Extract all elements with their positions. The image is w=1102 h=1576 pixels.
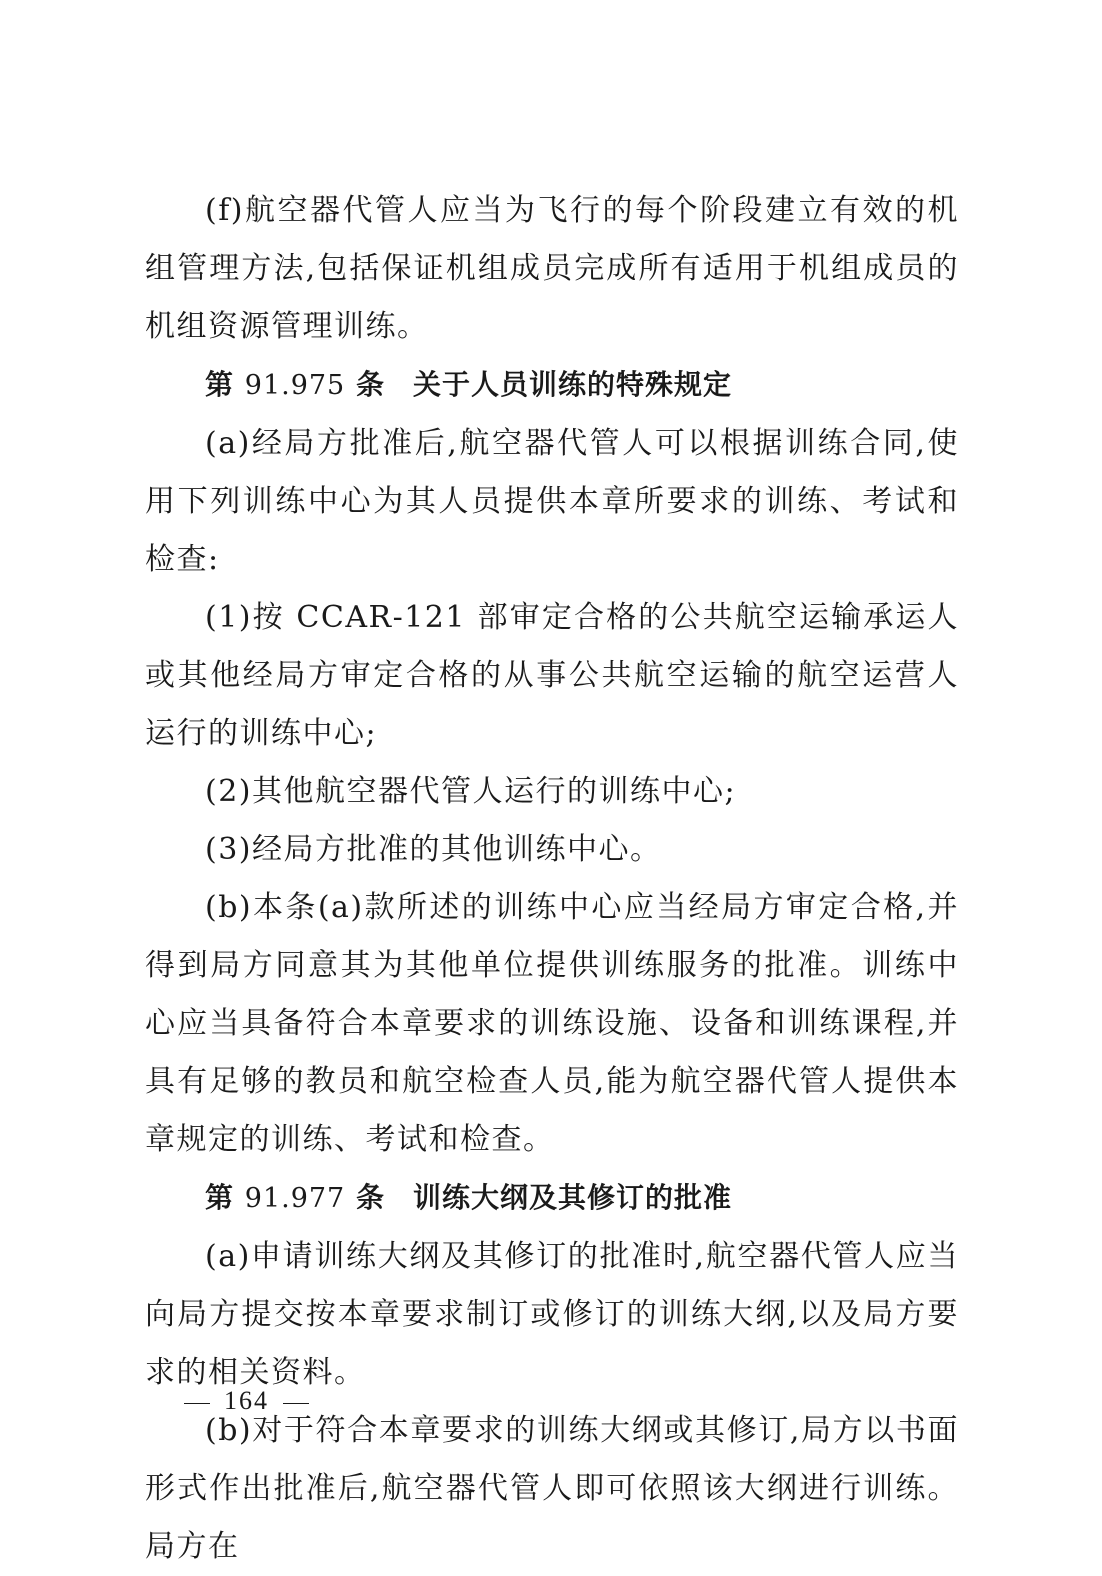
footer-dash-left bbox=[184, 1403, 210, 1404]
page-number: 164 bbox=[224, 1386, 269, 1415]
paragraph: (1)按 CCAR-121 部审定合格的公共航空运输承运人或其他经局方审定合格的从事公共航空运输的航空运营人运行的训练中心; bbox=[145, 600, 959, 751]
paragraph: (a)经局方批准后,航空器代管人可以根据训练合同,使用下列训练中心为其人员提供本章所要求的训练、考试和检查: bbox=[145, 426, 959, 577]
article-title: 训练大纲及其修订的批准 bbox=[413, 1181, 733, 1214]
article-prefix: 第 bbox=[205, 1181, 235, 1214]
article-number: 91.975 bbox=[244, 370, 346, 401]
paragraph: (3)经局方批准的其他训练中心。 bbox=[205, 832, 662, 867]
article-heading bbox=[145, 1169, 959, 1228]
article-heading bbox=[145, 356, 959, 415]
paragraph: (b)本条(a)款所述的训练中心应当经局方审定合格,并得到局方同意其为其他单位提供训练服务的批准。训练中心应当具备符合本章要求的训练设施、设备和训练课程,并具有足够的教员和航空检查人员,能为航空器代管人提供本章规定的训练、考试和检查。 bbox=[145, 890, 959, 1157]
footer-dash-right bbox=[283, 1403, 309, 1404]
article-suffix: 条 bbox=[356, 368, 386, 401]
paragraph: (2)其他航空器代管人运行的训练中心; bbox=[205, 774, 737, 809]
page-footer bbox=[170, 1386, 323, 1416]
article-prefix: 第 bbox=[205, 368, 235, 401]
paragraph: (b)对于符合本章要求的训练大纲或其修订,局方以书面形式作出批准后,航空器代管人即可依照该大纲进行训练。局方在 bbox=[145, 1413, 959, 1564]
article-number: 91.977 bbox=[244, 1183, 346, 1214]
paragraph: (f)航空器代管人应当为飞行的每个阶段建立有效的机组管理方法,包括保证机组成员完成所有适用于机组成员的机组资源管理训练。 bbox=[145, 193, 959, 344]
article-suffix: 条 bbox=[356, 1181, 386, 1214]
document-body bbox=[145, 182, 959, 1576]
paragraph: (a)申请训练大纲及其修订的批准时,航空器代管人应当向局方提交按本章要求制订或修订的训练大纲,以及局方要求的相关资料。 bbox=[145, 1239, 959, 1390]
article-title: 关于人员训练的特殊规定 bbox=[413, 368, 733, 401]
